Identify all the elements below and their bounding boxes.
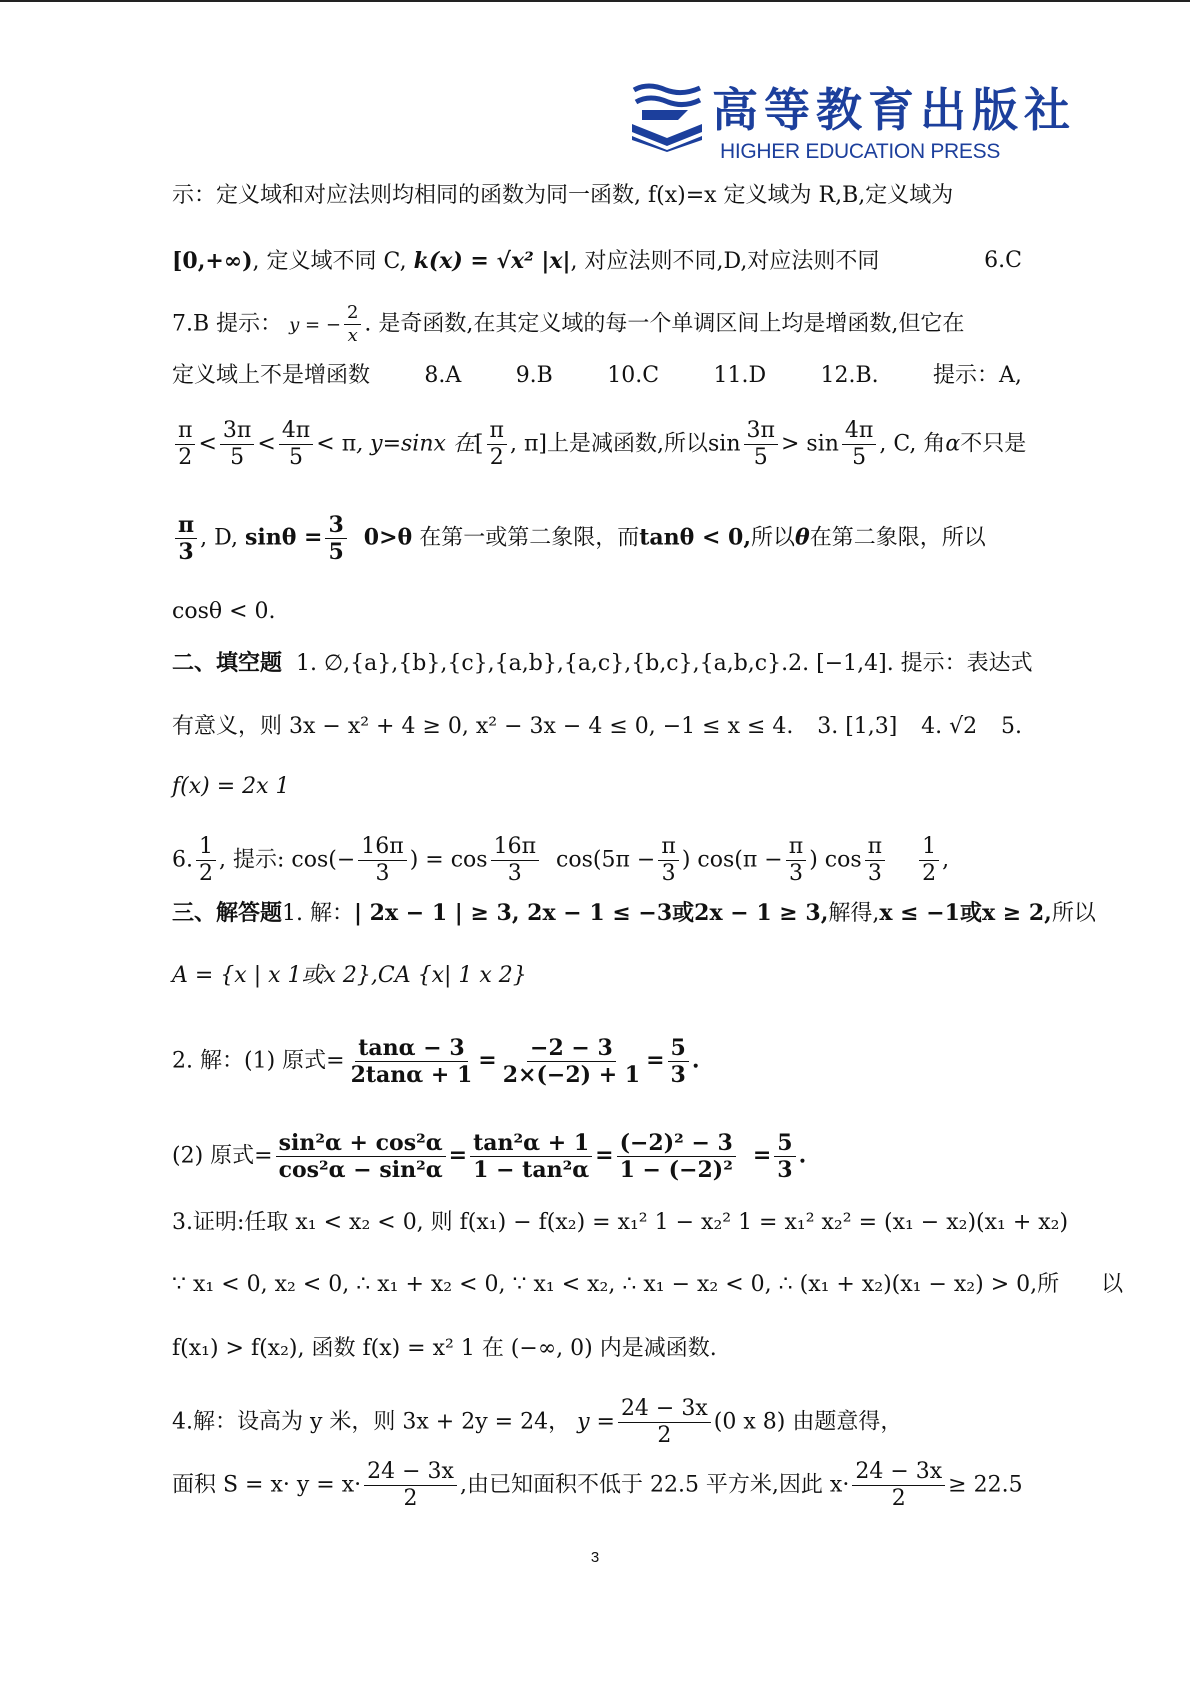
text: 以 (1101, 1272, 1124, 1297)
operator: = (448, 1142, 468, 1169)
answer-2: 2. [−1,4]. 提示：表达式 (788, 651, 1033, 676)
denominator: 1 − tan²α (473, 1157, 590, 1183)
formula: y = − (289, 314, 341, 336)
formula: f(x) = 2x 1 (172, 774, 290, 799)
formula: A = {x | x 1或x 2},CA {x| 1 x 2} (172, 963, 527, 988)
text: , 提示: cos(− (219, 847, 356, 873)
text: 所 (1037, 1272, 1060, 1297)
page-number: 3 (590, 1549, 600, 1566)
symbol: α (945, 431, 961, 457)
publisher-logo (628, 78, 1076, 168)
denominator: 5 (230, 445, 245, 470)
denominator: 3 (375, 861, 390, 886)
denominator: 2 (489, 445, 504, 470)
text: 有意义，则 3x − x² + 4 ≥ 0, x² − 3x − 4 ≤ 0, −1 ≤ x ≤ 4. (172, 714, 794, 739)
text: 解得, (828, 901, 880, 926)
numerator: 16π (358, 834, 406, 861)
numerator: π (658, 834, 678, 861)
text-line-13 (172, 961, 1022, 991)
text: 7.B 提示： (172, 311, 283, 337)
text-line-9 (172, 712, 1022, 742)
formula: y = (577, 1409, 615, 1435)
text: 6. (172, 847, 193, 873)
text: (2) 原式= (172, 1143, 273, 1169)
numerator: 3 (325, 512, 346, 539)
section-heading: 二、填空题 (172, 651, 283, 676)
text: 面积 S = x· y = x· (172, 1472, 362, 1498)
text-line-1 (172, 181, 1022, 211)
text: , C, 角 (879, 431, 946, 457)
formula: tanθ < 0, (639, 524, 752, 551)
text-line-18 (172, 1334, 1022, 1364)
formula: f(x₁) > f(x₂), 函数 f(x) = x² 1 在 (−∞, 0) 内是减函数. (172, 1336, 717, 1361)
denominator: 3 (178, 539, 194, 565)
numerator: sin²α + cos²α (276, 1130, 446, 1157)
denominator: 5 (289, 445, 304, 470)
formula: x ≤ −1或x ≥ 2, (879, 900, 1052, 926)
numerator: π (175, 512, 197, 539)
answer-4: 4. √2 (921, 714, 978, 739)
numerator: 5 (668, 1035, 689, 1062)
text-line-17 (172, 1270, 1124, 1300)
text: . (798, 1142, 807, 1169)
text: 所以 (751, 525, 796, 551)
text: , 定义域不同 C, (252, 249, 407, 274)
text-line-15 (172, 1130, 1022, 1183)
operator: = (646, 1047, 665, 1074)
numerator: tan²α + 1 (470, 1130, 592, 1157)
text: 上是减函数,所以 (547, 431, 709, 457)
numerator: π (175, 418, 195, 445)
operator: < (257, 431, 276, 457)
text-line-2 (172, 246, 1022, 277)
hep-logo-icon (628, 80, 706, 152)
numerator: π (865, 834, 885, 861)
answer-3: 3. [1,3] (817, 714, 898, 739)
text-line-8 (172, 649, 1033, 679)
operator: > sin (780, 431, 839, 457)
denominator: 3 (670, 1062, 686, 1088)
denominator: 5 (852, 445, 867, 470)
denominator: x (347, 325, 358, 346)
numerator: (−2)² − 3 (617, 1130, 736, 1157)
fraction (344, 302, 361, 347)
text: 在第一或第二象限，而 (419, 525, 640, 551)
operator: = (478, 1047, 497, 1074)
denominator: 3 (507, 861, 522, 886)
denominator: cos²α − sin²α (278, 1157, 443, 1183)
numerator: 4π (842, 418, 876, 445)
numerator: 24 − 3x (364, 1459, 457, 1486)
operator: < π (316, 431, 357, 457)
text: 定义域上不是增函数 (172, 363, 371, 388)
text: 4.解：设高为 y 米，则 3x + 2y = 24， (172, 1409, 571, 1435)
text: 示：定义域和对应法则均相同的函数为同一函数, f(x)=x 定义域为 R,B,定义域为 (172, 183, 954, 208)
denominator: 2 (891, 1486, 906, 1511)
numerator: 3π (220, 418, 254, 445)
publisher-name-en: HIGHER EDUCATION PRESS (720, 140, 1001, 163)
text: 不只是 (960, 431, 1027, 457)
text: ) cos(π − (681, 847, 783, 873)
text-line-10 (172, 772, 1022, 802)
text-line-4 (172, 361, 1022, 391)
denominator: 2 (922, 861, 937, 886)
answer-9: 9.B (515, 363, 553, 388)
text: , (942, 847, 950, 873)
bracket: , π] (509, 431, 548, 457)
text-line-19 (172, 1396, 1022, 1449)
bracket: [ (474, 431, 484, 457)
denominator: 3 (867, 861, 882, 886)
numerator: 24 − 3x (618, 1396, 711, 1423)
numerator: 1 (919, 834, 939, 861)
text: ≥ 22.5 (948, 1472, 1023, 1498)
text-line-6 (172, 512, 1022, 565)
denominator: 5 (328, 539, 344, 565)
formula: | 2x − 1 | ≥ 3, 2x − 1 ≤ −3或2x − 1 ≥ 3, (354, 900, 829, 926)
denominator: 3 (788, 861, 803, 886)
denominator: 3 (661, 861, 676, 886)
publisher-name-cn: 高等教育出版社 (712, 83, 1076, 137)
denominator: 2×(−2) + 1 (502, 1062, 641, 1088)
text-line-20 (172, 1459, 1022, 1512)
text: (0 x 8) 由题意得， (713, 1409, 903, 1435)
operator: = (595, 1142, 614, 1169)
denominator: 2 (199, 861, 213, 886)
text: . 是奇函数,在其定义域的每一个单调区间上均是增函数,但它在 (364, 311, 965, 337)
answer-10: 10.C (607, 363, 660, 388)
denominator: 2 (657, 1423, 672, 1448)
answer-6: 6.C (984, 248, 1022, 273)
denominator: 2tanα + 1 (350, 1062, 473, 1088)
numerator: 16π (491, 834, 539, 861)
numerator: 24 − 3x (852, 1459, 945, 1486)
numerator: 4π (279, 418, 313, 445)
text: ) = cos (409, 847, 488, 873)
answer-1: 1. ∅,{a},{b},{c},{a,b},{a,c},{b,c},{a,b,c}. (296, 651, 789, 676)
text-line-5 (172, 418, 1027, 471)
section-heading: 三、解答题 (172, 901, 283, 926)
answer-8: 8.A (424, 363, 462, 388)
text: , 对应法则不同,D,对应法则不同 (570, 249, 880, 274)
formula: sinθ = (244, 524, 323, 551)
text-line-12 (172, 898, 1096, 929)
top-border (0, 0, 1190, 2)
formula: ∵ x₁ < 0, x₂ < 0, ∴ x₁ + x₂ < 0, ∵ x₁ < x₂, ∴ x₁ − x₂ < 0, ∴ (x₁ + x₂)(x₁ − x₂) > 0, (172, 1272, 1038, 1297)
text-line-14 (172, 1035, 1022, 1088)
text: 提示：A, (933, 363, 1022, 388)
text: . (691, 1047, 700, 1074)
operator: = (752, 1142, 772, 1169)
text: , D, (200, 525, 238, 551)
answer-11: 11.D (713, 363, 767, 388)
text: 2. 解：(1) 原式= (172, 1048, 345, 1074)
denominator: 5 (753, 445, 768, 470)
formula: cosθ < 0. (172, 599, 276, 624)
text-line-16 (172, 1208, 1069, 1238)
text: cos(5π − (556, 847, 656, 873)
formula: 0>θ (363, 524, 413, 551)
numerator: 1 (196, 834, 216, 861)
text: 所以 (1051, 901, 1096, 926)
formula: k(x) = √x² |x| (413, 248, 571, 274)
function: sin (708, 431, 741, 457)
text: , y=sinx 在 (356, 431, 475, 457)
text: ) cos (809, 847, 862, 873)
denominator: 3 (777, 1157, 793, 1183)
interval: [0,+∞) (172, 248, 253, 274)
text-line-11 (172, 834, 1022, 887)
answer-5: 5. (1000, 714, 1022, 739)
denominator: 2 (403, 1486, 418, 1511)
numerator: 5 (774, 1130, 795, 1157)
numerator: −2 − 3 (527, 1035, 616, 1062)
operator: < (198, 431, 217, 457)
text: ,由已知面积不低于 22.5 平方米,因此 x· (459, 1472, 850, 1498)
numerator: π (487, 418, 507, 445)
numerator: 2 (344, 302, 361, 325)
numerator: 3π (744, 418, 778, 445)
text: 1. 解： (282, 901, 354, 926)
denominator: 2 (178, 445, 193, 470)
answer-12: 12.B. (820, 363, 879, 388)
numerator: π (786, 834, 806, 861)
text-line-7 (172, 597, 1022, 627)
symbol: θ (795, 524, 810, 551)
numerator: tanα − 3 (355, 1035, 467, 1062)
denominator: 1 − (−2)² (619, 1157, 733, 1183)
text-line-3 (172, 302, 1022, 347)
text: 在第二象限，所以 (809, 525, 986, 551)
formula: 3.证明:任取 x₁ < x₂ < 0, 则 f(x₁) − f(x₂) = x₁² 1 − x₂² 1 = x₁² x₂² = (x₁ − x₂)(x₁ + x₂) (172, 1210, 1069, 1235)
